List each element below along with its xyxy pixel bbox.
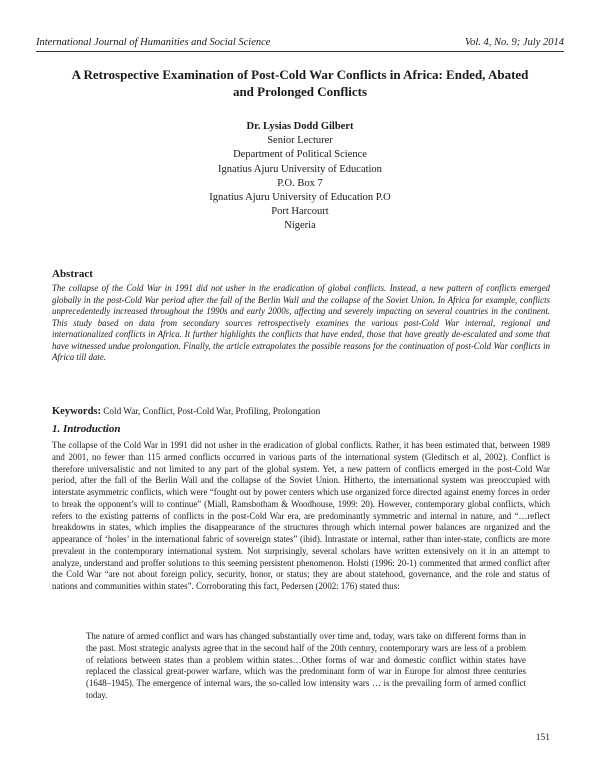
page-number: 151 — [535, 733, 550, 743]
article-title-line-2: and Prolonged Conflicts — [232, 84, 368, 99]
author-po-box: P.O. Box 7 — [277, 177, 323, 189]
author-position: Senior Lecturer — [267, 135, 333, 147]
keywords-label: Keywords: — [52, 406, 101, 417]
introduction-text: The collapse of the Cold War in 1991 did not usher in the eradication of global conflicts. Rather, it has been estimated that, between 1989 and 2001, no fewer than 115 armed conflicts occurred in various parts of the international system (Gleditsch et al, 2002). Conflict is therefore universalistic and not limited to any part of the global system. Yet, a new pattern of conflicts emerged in the post-Cold War period, after the fall of the Berlin Wall and the collapse of the Soviet Union. Hitherto, the international system was preoccupied with interstate asymmetric conflicts, which were “fought out by power centers which use organized force directed against enemy forces in order to break the opponent’s will to continue” (Miall, Ramsbotham & Woodhouse, 1999: 20). However, contemporary global conflicts, which refers to the existing patterns of conflicts in the post-Cold War era, are predominantly symmetric and internal in nature, and “…reflect breakdowns in states, which implies the disappearance of the structures through which internal power balances are organized and the appearance of ‘holes’ in the international fabric of sovereign states” (ibid). Intrastate or internal, rather than inter-state, conflicts are more prevalent in the contemporary international system. Not surprisingly, several scholars have written extensively on it in an attempt to analyze, understand and proffer solutions to this seeming persistent phenomenon. Holsti (1996: 20-1) commented that armed conflict after the Cold War “are not about foreign policy, security, honor, or status; they are about statehood, governance, and the role and status of nations and communities within states”. Corroborating this fact, Pedersen (2002: 176) stated thus: — [52, 440, 550, 591]
keywords-list: Cold War, Conflict, Post-Cold War, Profiling, Prolongation — [103, 406, 321, 416]
article-title-line-1: A Retrospective Examination of Post-Cold War Conflicts in Africa: Ended, Abated — [71, 67, 529, 82]
author-country: Nigeria — [284, 220, 316, 232]
section-heading-introduction: 1. Introduction — [52, 423, 121, 435]
block-quote: The nature of armed conflict and wars has changed substantially over time and, today, wars take on different forms than in the past. Most strategic analysts agree that in the second half of the 20th century, contemporary wars are less of a problem of relations between states than a problem within states…Other forms of war and domestic conflict within states have replaced the classical great-power warfare, which was the predominant form of war in Europe for almost three centuries (1648–1945). The emergence of internal wars, the so-called low intensity wars … is the prevailing form of armed conflict today. — [86, 631, 526, 700]
article-title — [60, 66, 540, 100]
running-head — [36, 36, 564, 52]
author-institution: Ignatius Ajuru University of Education — [218, 163, 382, 175]
keywords — [52, 405, 550, 418]
author-block — [100, 120, 500, 234]
author-institution-po: Ignatius Ajuru University of Education P.O — [209, 192, 391, 204]
author-department: Department of Political Science — [233, 149, 367, 161]
issue-info: Vol. 4, No. 9; July 2014 — [464, 37, 564, 48]
author-city: Port Harcourt — [271, 206, 329, 218]
abstract-text: The collapse of the Cold War in 1991 did not usher in the eradication of global conflicts. Instead, a new pattern of conflicts emerged globally in the post-Cold War period after the fall of the Berlin Wall and the collapse of the Soviet Union. In Africa for example, conflicts unprecedentedly increased throughout the 1990s and early 2000s, affecting and severely impacting on several countries in the continent. This study based on data from secondary sources retrospectively examines the various post-Cold War internal, regional and internationalized conflicts in Africa. It further highlights the conflicts that have ended, those that have greatly de-escalated and some that have witnessed undue prolongation. Finally, the article extrapolates the possible reasons for the continuation of post-Cold War conflicts in Africa till date. — [52, 283, 550, 362]
author-name: Dr. Lysias Dodd Gilbert — [246, 121, 354, 132]
abstract-heading: Abstract — [52, 268, 93, 280]
journal-name: International Journal of Humanities and Social Science — [36, 37, 271, 48]
